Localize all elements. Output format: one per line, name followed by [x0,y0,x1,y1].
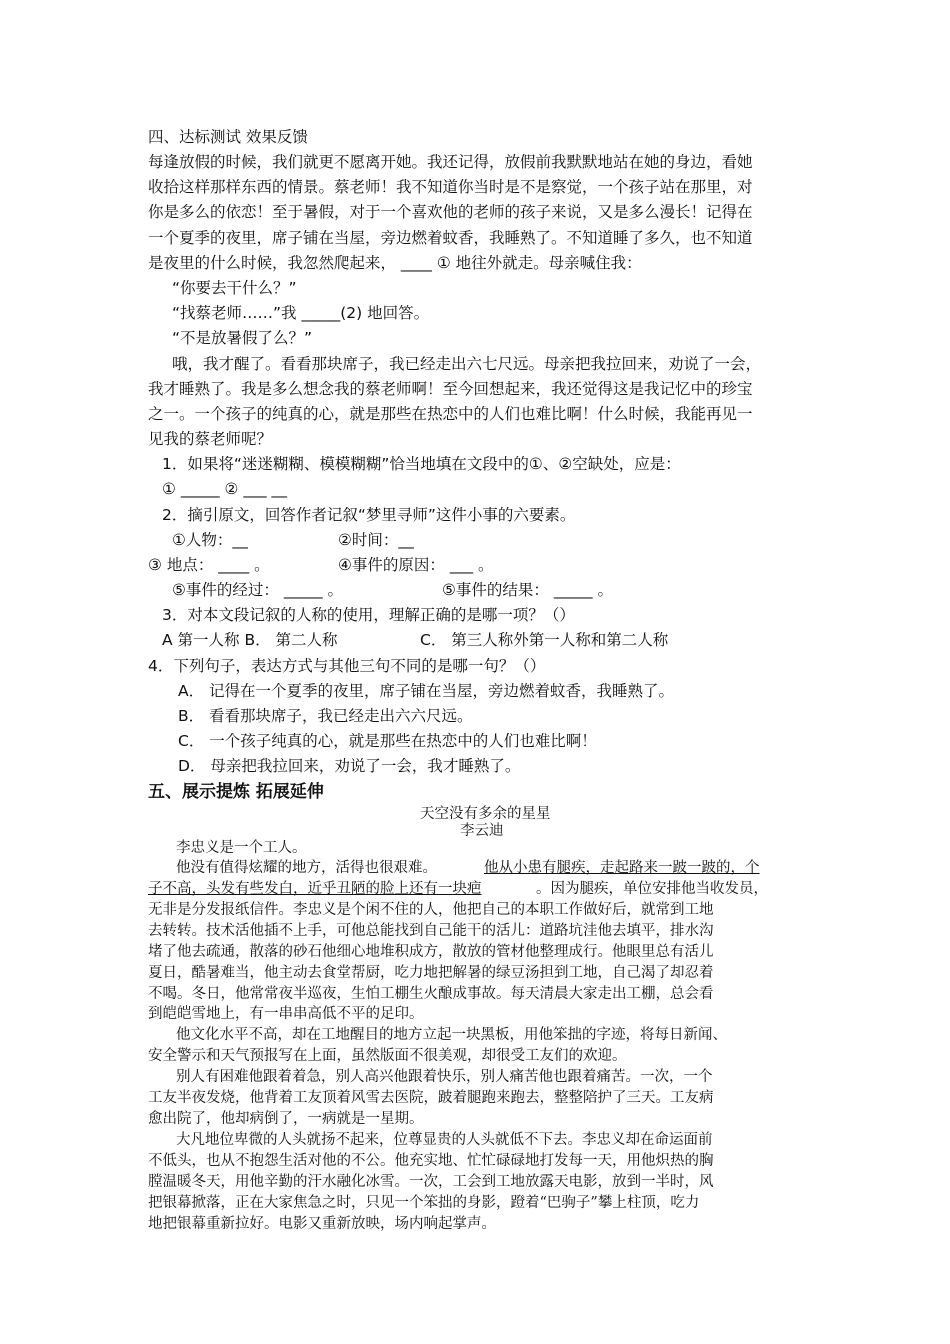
section4-heading: 四、达标测试 效果反馈 [148,128,308,146]
question-4-option-c: C． 一个孩子纯真的心，就是那些在热恋中的人们也难比啊！ [178,732,597,750]
article-line: 膛温暖冬天，用他辛勤的汗水融化冰雪。一次，工会到工地放露天电影，放到一半时，风 [148,1174,714,1190]
question-3-options-ab: A 第一人称 B． 第二人称 [162,631,338,649]
article-line: 堵了他去疏通，散落的砂石他细心地堆积成方，散放的管材他整理成行。他眼里总有活儿 [148,944,714,960]
question-3: 3．对本文段记叙的人称的使用，理解正确的是哪一项？（） [162,606,575,624]
article-title: 天空没有多余的星星 [420,806,551,822]
article-line: 。因为腿疾，单位安排他当收发员， [536,881,768,897]
dialogue-line: “不是放暑假了么？” [172,329,313,347]
question-4-option-d: D． 母亲把我拉回来，劝说了一会，我才睡熟了。 [178,757,521,775]
question-4-option-b: B． 看看那块席子，我已经走出六六尺远。 [178,707,473,725]
article-line: 无非是分发报纸信件。李忠义是个闲不住的人，他把自己的本职工作做好后，就常到工地 [148,902,714,918]
article-line: 不喝。冬日，他常常夜半巡夜，生怕工棚生火酿成事故。每天清晨大家走出工棚，总会看 [148,986,714,1002]
article-author: 李云迪 [460,823,504,839]
article-line: 地把银幕重新拉好。电影又重新放映，场内响起掌声。 [148,1216,496,1232]
underlined-phrase: 他从小患有腿疾，走起路来一跛一跛的，个 [484,860,760,876]
question-1-blanks: ① _____ ② ___ __ [162,480,287,498]
passage-line: 是夜里的什么时候，我忽然爬起来， ____ ① 地往外就走。母亲喊住我： [148,254,642,272]
element-when: ②时间：__ [338,531,414,549]
article-line: 李忠义是一个工人。 [176,840,307,856]
article-line: 不低头，也从不抱怨生活对他的不公。他充实地、忙忙碌碌地打发每一天，用他炽热的胸 [148,1153,714,1169]
passage-line: 见我的蔡老师呢？ [148,430,273,448]
article-line: 去转转。技术活他插不上手，可他总能找到自己能干的活儿：道路坑洼他去填平，排水沟 [148,923,714,939]
dialogue-line: “找蔡老师……”我 _____(2) 地回答。 [172,304,430,322]
article-line: 夏日，酷暑难当，他主动去食堂帮厨，吃力地把解暑的绿豆汤担到工地，自己渴了却忍着 [148,965,714,981]
element-where: ③ 地点： ____ 。 [148,556,270,574]
article-line: 安全警示和天气预报写在上面，虽然版面不很美观，却很受工友们的欢迎。 [148,1048,627,1064]
section5-heading: 五、展示提炼 拓展延伸 [148,782,324,802]
article-line: 他没有值得炫耀的地方，活得也很艰难。 [176,860,437,876]
element-who: ①人物：__ [172,531,248,549]
question-4: 4．下列句子，表达方式与其他三句不同的是哪一句？（） [148,657,546,675]
article-line: 把银幕掀落，正在大家焦急之时，只见一个笨拙的身影，蹬着“巴驹子”攀上柱顶，吃力 [148,1195,700,1211]
article-line: 到皑皑雪地上，有一串串高低不平的足印。 [148,1006,424,1022]
passage-line: 之一。一个孩子的纯真的心，就是那些在热恋中的人们也难比啊！什么时候，我能再见一 [148,405,753,423]
article-line: 他文化水平不高，却在工地醒目的地方立起一块黑板，用他笨拙的字迹，将每日新闻、 [176,1027,727,1043]
element-result: ⑤事件的结果： _____ 。 [442,581,614,599]
element-cause: ④事件的原因： ___ 。 [338,556,494,574]
element-process: ⑤事件的经过： _____ 。 [172,581,344,599]
article-line: 别人有困难他跟着着急，别人高兴他跟着快乐，别人痛苦他也跟着痛苦。一次，一个 [176,1069,713,1085]
question-1: 1．如果将“迷迷糊糊、模模糊糊”恰当地填在文段中的①、②空缺处，应是： [162,455,681,473]
passage-line: 每逢放假的时候，我们就更不愿离开她。我还记得，放假前我默默地站在她的身边，看她 [148,153,753,171]
underlined-phrase: 子不高，头发有些发白，近乎丑陋的脸上还有一块疤 [148,881,482,897]
passage-line: 你是多么的依恋！至于暑假，对于一个喜欢他的老师的孩子来说，又是多么漫长！记得在 [148,203,753,221]
question-4-option-a: A． 记得在一个夏季的夜里，席子铺在当屋，旁边燃着蚊香，我睡熟了。 [178,682,675,700]
question-3-option-c: C． 第三人称外第一人称和第二人称 [420,631,669,649]
article-line: 愈出院了，他却病倒了，一病就是一星期。 [148,1111,424,1127]
passage-line: 收拾这样那样东西的情景。蔡老师！我不知道你当时是不是察觉，一个孩子站在那里，对 [148,178,753,196]
article-line: 大凡地位卑微的人头就扬不起来，位尊显贵的人头就低不下去。李忠义却在命运面前 [176,1132,713,1148]
dialogue-line: “你要去干什么？” [172,279,297,297]
passage-line: 一个夏季的夜里，席子铺在当屋，旁边燃着蚊香，我睡熟了。不知道睡了多久，也不知道 [148,229,753,247]
article-line: 工友半夜发烧，他背着工友顶着风雪去医院，跛着腿跑来跑去，整整陪护了三天。工友病 [148,1090,714,1106]
passage-line: 我才睡熟了。我是多么想念我的蔡老师啊！至今回想起来，我还觉得这是我记忆中的珍宝 [148,380,753,398]
passage-line: 哦，我才醒了。看看那块席子，我已经走出六七尺远。母亲把我拉回来，劝说了一会， [172,355,762,373]
question-2: 2．摘引原文，回答作者记叙“梦里寻师”这件小事的六要素。 [162,506,576,524]
